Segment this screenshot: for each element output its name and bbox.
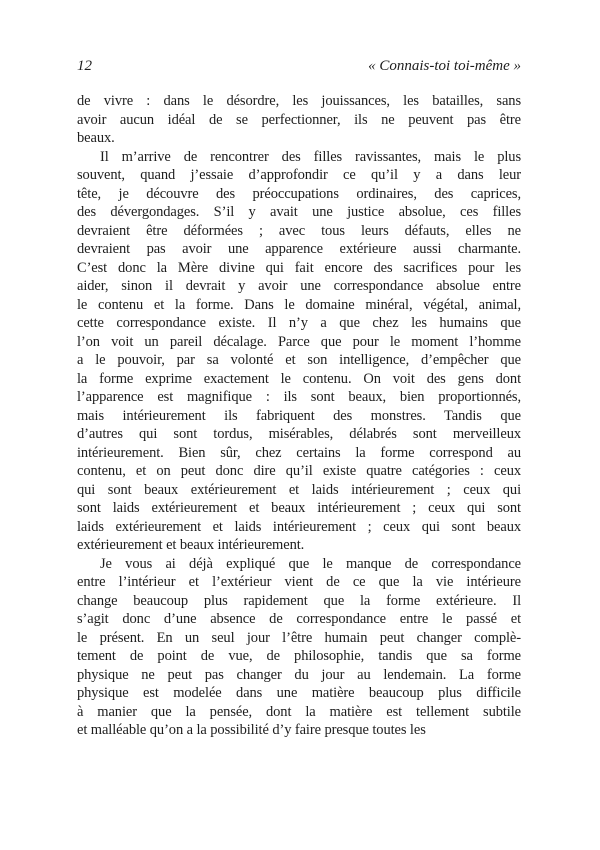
text-line: souvent, quand j’essaie d’approfondir ce qu’il y a dans leur [77, 167, 521, 183]
text-line: devraient être déformées ; avec tous leurs défauts, elles ne [77, 222, 521, 239]
text-line: physique est modelée dans une matière beaucoup plus difficile [77, 685, 521, 701]
page-content [77, 57, 521, 740]
text-line: cette correspondance existe. Il n’y a que chez les humains que [77, 315, 521, 331]
running-head [77, 57, 521, 75]
text-line: d’autres qui sont tordus, misérables, délabrés sont merveilleux [77, 426, 521, 442]
page-number: 12 [77, 58, 92, 74]
text-line: tement de point de vue, de philosophie, tandis que sa forme [77, 648, 521, 664]
text-line: aider, sinon il devrait y avoir une correspondance absolue entre [77, 278, 521, 294]
text-line: entre l’intérieur et l’extérieur vient de ce que la vie intérieure [77, 574, 521, 590]
text-line: qui sont beaux extérieurement et laids intérieurement ; ceux qui [77, 481, 521, 498]
text-line: Il m’arrive de rencontrer des filles ravissantes, mais le plus [100, 148, 521, 165]
text-line: laids extérieurement et laids intérieurement ; ceux qui sont beaux [77, 518, 521, 535]
text-line: physique ne peut pas changer du jour au lendemain. La forme [77, 666, 521, 683]
text-line: l’apparence est magnifique : ils sont beaux, bien proportionnés, [77, 389, 521, 405]
text-line: sont laids extérieurement et beaux intérieurement ; ceux qui sont [77, 500, 521, 516]
text-line: de vivre : dans le désordre, les jouissances, les batailles, sans [77, 93, 521, 109]
running-title: « Connais-toi toi-même » [368, 58, 521, 74]
text-line: à manier que la pensée, dont la matière est tellement subtile [77, 703, 521, 720]
text-line: des dévergondages. S’il y avait une justice absolue, ces filles [77, 204, 521, 220]
text-line: devraient pas avoir une apparence extérieure aussi charmante. [77, 241, 521, 257]
text-line: s’agit donc d’une absence de correspondance entre le passé et [77, 611, 521, 627]
text-line: tête, je découvre des préoccupations ordinaires, des caprices, [77, 185, 521, 202]
text-line: contenu, et on peut donc dire qu’il existe quatre catégories : ceux [77, 463, 521, 479]
text-line: intérieurement. Bien sûr, chez certains la forme correspond au [77, 444, 521, 461]
text-line: change beaucoup plus rapidement que la forme extérieure. Il [77, 592, 521, 609]
text-line: a le pouvoir, par sa volonté et son intelligence, d’empêcher que [77, 352, 521, 368]
text-line: le présent. En un seul jour l’être humain peut changer complè- [77, 629, 521, 646]
text-line: C’est donc la Mère divine qui fait encore des sacrifices pour les [77, 259, 521, 276]
text-line: la forme exprime exactement le contenu. On voit des gens dont [77, 370, 521, 387]
text-line: l’on voit un pareil décalage. Parce que pour le moment l’homme [77, 333, 521, 350]
text-line: Je vous ai déjà expliqué que le manque de correspondance [100, 555, 521, 572]
text-line: extérieurement et beaux intérieurement. [77, 537, 305, 553]
text-line: beaux. [77, 130, 115, 146]
text-line: mais intérieurement ils fabriquent des monstres. Tandis que [77, 407, 521, 424]
text-line: le contenu et la forme. Dans le domaine minéral, végétal, animal, [77, 296, 521, 313]
text-line: avoir aucun idéal de se perfectionner, ils ne peuvent pas être [77, 111, 521, 128]
text-line: et malléable qu’on a la possibilité d’y faire presque toutes les [77, 722, 426, 738]
text-block [77, 92, 521, 740]
